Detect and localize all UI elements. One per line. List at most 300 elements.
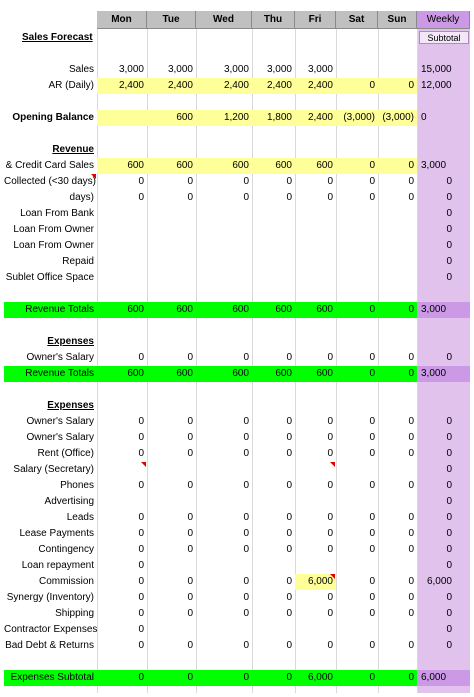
row-label: Rent (Office) [37,448,94,459]
subtotal-label: Subtotal [419,31,469,44]
cell-fri[interactable] [295,206,336,222]
cell-tue[interactable] [147,206,196,222]
cell-weekly[interactable]: 3,000 [417,302,470,318]
cell-mon[interactable]: 0 [138,480,144,491]
cell-sat[interactable]: 0 [369,368,375,379]
row-label: Commission [38,576,94,587]
cell-thu[interactable]: 0 [286,416,292,427]
cell-fri[interactable] [295,254,336,270]
cell-weekly[interactable]: 0 [446,464,452,475]
cell-weekly[interactable]: 0 [446,624,452,635]
cell-sun[interactable]: 0 [408,176,414,187]
row-label: Loan From Owner [13,224,94,235]
cell-sat[interactable]: 0 [369,544,375,555]
row-expense-item [4,478,470,494]
cell-fri[interactable]: 0 [327,416,333,427]
cell-sat[interactable]: 0 [369,528,375,539]
cell-tue[interactable] [147,558,196,574]
cell-mon[interactable]: 0 [138,528,144,539]
cell-mon[interactable]: 0 [138,544,144,555]
cell-fri[interactable]: 0 [327,352,333,363]
cell-weekly[interactable]: 0 [446,512,452,523]
cell-tue[interactable]: 600 [176,304,193,315]
cell-sat[interactable] [336,254,378,270]
cell-weekly[interactable]: 0 [446,480,452,491]
cell-fri[interactable] [295,270,336,286]
cell-weekly[interactable]: 0 [446,192,452,203]
cell-tue[interactable]: 0 [187,192,193,203]
cell-sat[interactable]: 0 [369,448,375,459]
row-expense-item [4,542,470,558]
section-title: Expenses [47,336,94,347]
cell-fri[interactable]: 600 [316,160,333,171]
cell-wed[interactable]: 0 [243,672,249,683]
cell-fri[interactable]: 0 [327,544,333,555]
cell-sun[interactable] [378,494,417,510]
cell-weekly[interactable]: 3,000 [417,366,470,382]
row-label: Owner's Salary [26,352,94,363]
row-label: Advertising [44,496,94,507]
cell-tue[interactable]: 0 [187,672,193,683]
cell-wed[interactable] [196,222,252,238]
comment-indicator-icon[interactable] [330,574,335,579]
cell-thu[interactable] [252,254,295,270]
cell-fri[interactable]: 2,400 [307,80,333,91]
cell-mon[interactable]: 0 [138,416,144,427]
col-header-weekly[interactable]: Weekly [417,11,470,29]
cell-mon[interactable]: 0 [138,592,144,603]
cell-mon[interactable] [97,110,147,126]
cell-wed[interactable] [196,622,252,638]
cell-weekly[interactable]: 0 [421,112,427,123]
cell-fri[interactable] [295,222,336,238]
cell-tue[interactable] [147,462,196,478]
row-label: Expenses Subtotal [10,672,94,683]
cell-weekly[interactable]: 0 [446,544,452,555]
cell-wed[interactable]: 0 [243,544,249,555]
cell-thu[interactable]: 1,800 [266,112,292,123]
cell-mon[interactable]: 3,000 [118,64,144,75]
row-label: Loan repayment [21,560,94,571]
row-revenue-totals [4,366,470,382]
cell-tue[interactable] [147,238,196,254]
cell-sat[interactable] [336,270,378,286]
cell-mon[interactable] [97,494,147,510]
cell-fri[interactable]: 0 [327,480,333,491]
cell-sat[interactable]: 0 [369,352,375,363]
cell-thu[interactable]: 600 [275,160,292,171]
cell-sat[interactable]: 0 [369,640,375,651]
cell-thu[interactable]: 0 [286,576,292,587]
cell-sun[interactable]: (3,000) [382,112,414,123]
cell-sat[interactable]: 0 [369,160,375,171]
cell-sat[interactable]: 0 [369,608,375,619]
row-expenses-header [4,398,470,414]
cell-tue[interactable] [147,494,196,510]
row-label: Contractor Expenses [4,624,97,635]
cell-sun[interactable]: 0 [408,160,414,171]
cell-weekly[interactable]: 6,000 [426,576,452,587]
cell-sun[interactable]: 0 [408,576,414,587]
cell-tue[interactable]: 0 [187,576,193,587]
row-label: Bad Debt & Returns [5,640,94,651]
cell-wed[interactable]: 3,000 [223,64,249,75]
cell-tue[interactable]: 600 [176,112,193,123]
row-label: Synergy (Inventory) [6,592,94,603]
cell-fri[interactable]: 6,000 [307,672,333,683]
cell-mon[interactable] [97,238,147,254]
row-revenue-header [4,142,470,158]
cell-sat[interactable] [336,622,378,638]
cell-thu[interactable]: 0 [286,512,292,523]
cell-sat[interactable] [336,494,378,510]
comment-indicator-icon[interactable] [91,174,96,179]
cell-tue[interactable]: 600 [176,160,193,171]
cell-weekly[interactable]: 0 [446,640,452,651]
cell-weekly[interactable]: 0 [446,432,452,443]
cell-mon[interactable] [97,270,147,286]
cell-wed[interactable]: 0 [243,608,249,619]
cell-mon[interactable]: 600 [127,160,144,171]
cell-thu[interactable] [252,622,295,638]
cell-wed[interactable]: 2,400 [223,80,249,91]
cell-tue[interactable]: 600 [176,368,193,379]
cell-fri[interactable]: 600 [316,368,333,379]
cell-sun[interactable] [378,270,417,286]
cell-sat[interactable]: (3,000) [343,112,375,123]
cell-fri[interactable]: 2,400 [307,112,333,123]
cell-wed[interactable]: 600 [232,368,249,379]
cell-mon[interactable] [97,222,147,238]
cell-tue[interactable] [147,254,196,270]
cell-sat[interactable]: 0 [369,80,375,91]
cell-fri[interactable]: 0 [327,192,333,203]
cell-mon[interactable]: 0 [138,672,144,683]
cell-wed[interactable]: 0 [243,176,249,187]
cell-tue[interactable]: 0 [187,640,193,651]
cell-wed[interactable]: 1,200 [223,112,249,123]
cell-mon[interactable] [97,206,147,222]
cell-mon[interactable]: 0 [138,352,144,363]
cell-mon[interactable]: 600 [127,368,144,379]
row-expense-item [4,462,470,478]
cell-thu[interactable]: 3,000 [266,64,292,75]
cell-weekly[interactable]: 0 [446,592,452,603]
cell-wed[interactable]: 600 [232,160,249,171]
cell-thu[interactable]: 0 [286,544,292,555]
cell-fri[interactable]: 0 [327,448,333,459]
row-label: Opening Balance [12,112,94,123]
corner-header [4,11,97,29]
col-header-thu[interactable]: Thu [252,11,295,29]
cell-thu[interactable]: 0 [286,640,292,651]
cell-weekly[interactable]: 0 [446,208,452,219]
cell-tue[interactable]: 0 [187,448,193,459]
cell-tue[interactable]: 0 [187,176,193,187]
cell-wed[interactable]: 0 [243,512,249,523]
cell-mon[interactable]: 0 [138,576,144,587]
row-expense-item [4,526,470,542]
col-header-tue[interactable]: Tue [147,11,196,29]
section-title: Expenses [47,400,94,411]
row-sales-forecast-header [4,30,470,46]
cell-fri[interactable] [295,238,336,254]
cell-thu[interactable] [252,270,295,286]
cell-thu[interactable]: 600 [275,368,292,379]
cell-fri[interactable]: 6,000 [295,574,336,590]
cell-thu[interactable] [252,222,295,238]
cell-thu[interactable]: 0 [286,480,292,491]
row-label: Salary (Secretary) [13,464,94,475]
cell-wed[interactable]: 0 [243,432,249,443]
cell-sun[interactable] [378,206,417,222]
cell-fri[interactable]: 600 [316,304,333,315]
cell-wed[interactable]: 600 [232,304,249,315]
cell-tue[interactable]: 0 [187,416,193,427]
cell-sat[interactable]: 0 [369,480,375,491]
cell-weekly[interactable]: 0 [446,448,452,459]
cell-sun[interactable]: 0 [408,608,414,619]
cell-thu[interactable] [252,238,295,254]
cell-mon[interactable]: 0 [138,192,144,203]
cell-wed[interactable]: 0 [243,352,249,363]
cell-sat[interactable] [336,62,378,78]
cell-mon[interactable]: 0 [138,640,144,651]
cell-sun[interactable]: 0 [408,304,414,315]
cell-sun[interactable]: 0 [408,352,414,363]
cell-weekly[interactable]: 0 [446,176,452,187]
cell-fri[interactable] [295,494,336,510]
row-revenue-item [4,270,470,286]
cell-mon[interactable]: 600 [127,304,144,315]
cell-tue[interactable]: 0 [187,352,193,363]
row-expense-item [4,414,470,430]
comment-indicator-icon[interactable] [141,462,146,467]
row-expense-item [4,494,470,510]
cell-sun[interactable]: 0 [408,544,414,555]
row-revenue-item [4,254,470,270]
cell-wed[interactable] [196,206,252,222]
cell-sun[interactable]: 0 [408,640,414,651]
row-expense-item [4,638,470,654]
cell-sun[interactable]: 0 [408,192,414,203]
cell-sun[interactable]: 0 [408,448,414,459]
cell-tue[interactable]: 2,400 [167,80,193,91]
row-label: Owner's Salary [26,432,94,443]
cell-sat[interactable]: 0 [369,176,375,187]
cell-fri[interactable]: 0 [327,512,333,523]
comment-indicator-icon[interactable] [330,462,335,467]
row-revenue-item [4,222,470,238]
row-expense-item [4,606,470,622]
cell-wed[interactable]: 0 [243,416,249,427]
cell-wed[interactable]: 0 [243,576,249,587]
col-header-mon[interactable]: Mon [97,11,147,29]
cell-sun[interactable] [378,238,417,254]
cell-fri[interactable]: 0 [327,528,333,539]
cell-fri[interactable] [295,622,336,638]
cell-sat[interactable]: 0 [369,592,375,603]
cell-sat[interactable] [336,206,378,222]
cell-wed[interactable]: 0 [243,640,249,651]
row-label: AR (Daily) [48,80,94,91]
cell-sat[interactable] [336,462,378,478]
cell-mon[interactable]: 0 [138,432,144,443]
cell-sat[interactable]: 0 [369,304,375,315]
cell-wed[interactable] [196,494,252,510]
cell-thu[interactable]: 0 [286,608,292,619]
col-header-sat[interactable]: Sat [336,11,378,29]
cell-weekly[interactable]: 6,000 [417,670,470,686]
cell-fri[interactable]: 0 [327,176,333,187]
row-expenses-subtotal [4,670,470,686]
spreadsheet [4,11,470,693]
col-header-sun[interactable]: Sun [378,11,417,29]
cell-sun[interactable]: 0 [408,432,414,443]
cell-mon[interactable]: 0 [138,560,144,571]
cell-thu[interactable]: 600 [275,304,292,315]
row-label: Repaid [62,256,94,267]
cell-thu[interactable]: 0 [286,448,292,459]
cell-wed[interactable] [196,270,252,286]
cell-weekly[interactable]: 0 [446,224,452,235]
cell-sun[interactable] [378,222,417,238]
cell-wed[interactable]: 0 [243,192,249,203]
cell-thu[interactable]: 0 [286,432,292,443]
row-label: Owner's Salary [26,416,94,427]
cell-thu[interactable]: 0 [286,528,292,539]
cell-weekly[interactable]: 12,000 [421,80,452,91]
cell-tue[interactable]: 3,000 [167,64,193,75]
cell-thu[interactable]: 0 [286,672,292,683]
cell-fri[interactable]: 3,000 [307,64,333,75]
cell-thu[interactable] [252,462,295,478]
row-expense-item [4,430,470,446]
cell-weekly[interactable]: 0 [446,256,452,267]
cell-sun[interactable]: 0 [408,480,414,491]
cell-thu[interactable] [252,558,295,574]
cell-weekly[interactable]: 0 [446,608,452,619]
cell-thu[interactable]: 0 [286,192,292,203]
cell-thu[interactable]: 0 [286,352,292,363]
cell-mon[interactable] [97,254,147,270]
cell-tue[interactable]: 0 [187,512,193,523]
cell-thu[interactable] [252,494,295,510]
row-revenue-totals [4,302,470,318]
cell-weekly[interactable]: 0 [446,560,452,571]
cell-sat[interactable]: 0 [369,416,375,427]
cell-weekly[interactable]: 0 [446,272,452,283]
cell-sat[interactable]: 0 [369,672,375,683]
row-revenue-item [4,190,470,206]
cell-weekly[interactable]: 15,000 [421,64,452,75]
cell-sun[interactable] [378,622,417,638]
cell-sun[interactable]: 0 [408,528,414,539]
cell-tue[interactable]: 0 [187,544,193,555]
col-header-wed[interactable]: Wed [196,11,252,29]
cell-sat[interactable]: 0 [369,576,375,587]
cell-mon[interactable]: 0 [138,608,144,619]
cell-weekly[interactable]: 0 [446,528,452,539]
cell-thu[interactable] [252,206,295,222]
cell-fri[interactable]: 0 [327,592,333,603]
cell-wed[interactable] [196,558,252,574]
cell-fri[interactable]: 0 [327,432,333,443]
row-label: Lease Payments [19,528,94,539]
cell-mon[interactable]: 2,400 [118,80,144,91]
cell-tue[interactable]: 0 [187,592,193,603]
cell-tue[interactable]: 0 [187,608,193,619]
row-expense-item [4,558,470,574]
cell-mon[interactable]: 0 [138,512,144,523]
cell-sat[interactable]: 0 [369,192,375,203]
cell-tue[interactable]: 0 [187,432,193,443]
cell-mon[interactable] [97,462,147,478]
cell-sun[interactable]: 0 [408,368,414,379]
cell-thu[interactable]: 0 [286,592,292,603]
row-revenue-item [4,238,470,254]
cell-sun[interactable] [378,558,417,574]
cell-weekly[interactable]: 0 [446,416,452,427]
cell-tue[interactable]: 0 [187,480,193,491]
cell-weekly[interactable]: 0 [446,240,452,251]
cell-mon[interactable]: 0 [138,624,144,635]
cell-tue[interactable] [147,622,196,638]
cell-sun[interactable] [378,254,417,270]
cell-weekly[interactable]: 0 [446,496,452,507]
cell-sun[interactable]: 0 [408,80,414,91]
cell-sat[interactable] [336,558,378,574]
row-label: Sales [68,64,94,75]
cell-weekly[interactable]: 0 [446,352,452,363]
cell-sun[interactable] [378,462,417,478]
cell-wed[interactable] [196,238,252,254]
cell-fri[interactable]: 0 [327,608,333,619]
cell-mon[interactable]: 0 [138,448,144,459]
cell-fri[interactable] [295,558,336,574]
cell-weekly[interactable]: 3,000 [421,160,447,171]
section-title-sales-forecast: Sales Forecast [22,32,93,43]
cell-wed[interactable]: 0 [243,448,249,459]
cell-wed[interactable]: 0 [243,480,249,491]
cell-sun[interactable]: 0 [408,672,414,683]
cell-wed[interactable] [196,254,252,270]
cell-sun[interactable] [378,62,417,78]
cell-sun[interactable]: 0 [408,592,414,603]
cell-thu[interactable]: 0 [286,176,292,187]
cell-sat[interactable] [336,238,378,254]
cell-wed[interactable]: 0 [243,592,249,603]
cell-wed[interactable] [196,462,252,478]
cell-sat[interactable]: 0 [369,432,375,443]
cell-tue[interactable]: 0 [187,528,193,539]
row-expense-item [4,590,470,606]
cell-sun[interactable]: 0 [408,512,414,523]
cell-thu[interactable]: 2,400 [266,80,292,91]
cell-sat[interactable] [336,222,378,238]
cell-sat[interactable]: 0 [369,512,375,523]
row-expense-item [4,574,470,590]
row-revenue-item [4,174,470,190]
cell-tue[interactable] [147,270,196,286]
cell-fri[interactable]: 0 [327,640,333,651]
cell-mon[interactable]: 0 [138,176,144,187]
cell-wed[interactable]: 0 [243,528,249,539]
row-label: Loan From Owner [13,240,94,251]
col-header-fri[interactable]: Fri [295,11,336,29]
cell-tue[interactable] [147,222,196,238]
cell-sun[interactable]: 0 [408,416,414,427]
